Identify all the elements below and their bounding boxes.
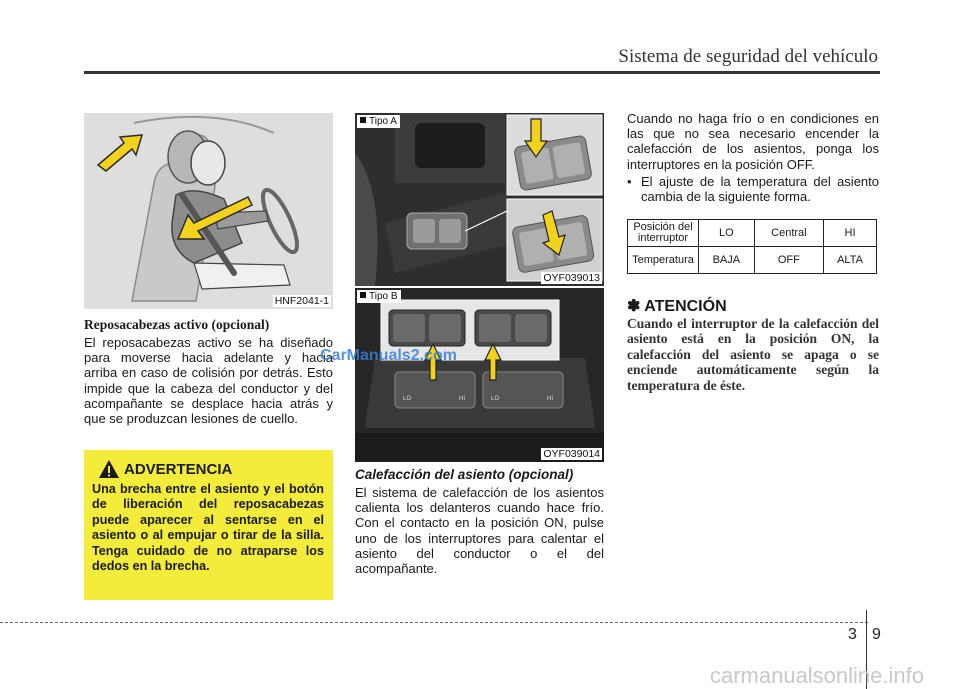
table-cell: OFF [754,247,823,274]
temperature-table [627,219,877,274]
temperature-bullet [627,174,879,204]
page-number: 9 [872,626,881,643]
tipo-b-hi-label-2: HI [547,396,553,402]
footer-watermark: carmanualsonline.info [709,663,924,688]
warning-box [84,450,333,600]
warning-header [98,459,232,479]
tipo-a-tag: Tipo A [357,115,400,128]
table-cell: BAJA [699,247,755,274]
table-cell: Temperatura [628,247,699,274]
headrest-illustration [84,113,333,309]
attention-text: Cuando el interruptor de la calefacción del asiento está en la posición ON, la calefacción del asiento se apaga o se enciende automáticamente según la temperatura de éste. [627,316,879,393]
table-cell: HI [824,220,877,247]
header-rule [84,71,880,74]
tipo-a-code: OYF039013 [543,272,600,284]
page-header-title: Sistema de seguridad del vehículo [618,46,878,67]
bullet-dot: • [627,174,632,189]
seat-heater-tipo-a-figure [355,113,604,286]
seat-heater-heading: Calefacción del asiento (opcional) [355,467,574,482]
warning-text: Una brecha entre el asiento y el botón de liberación del reposacabezas puede aparecer al sentarse en el asiento o al empujar o tirar de la silla. Tenga cuidado de no atraparse los dedos en la brecha. [92,482,324,574]
watermark-text: CarManuals2.com [320,347,457,364]
table-cell: Posición del interruptor [628,220,699,247]
figure-code: HNF2041-1 [274,295,329,307]
seat-heater-paragraph: El sistema de calefacción de los asientos calienta los delanteros cuando hace frío. Con el contacto en la posición ON, pulse uno de los interruptores para calentar el asiento del conductor o el del acompañante. [355,485,604,577]
tipo-b-hi-label: HI [459,396,465,402]
table-cell: ALTA [824,247,877,274]
tipo-b-illustration [355,288,604,462]
tipo-b-lo-label: LO [403,396,412,402]
tipo-b-code: OYF039014 [543,448,600,460]
tipo-b-lo-label-2: LO [491,396,500,402]
tipo-b-tag: Tipo B [357,290,401,303]
seat-heater-tipo-b-figure [355,288,604,462]
table-cell: Central [754,220,823,247]
tipo-a-illustration [355,113,604,286]
page-section-number: 3 [848,626,857,643]
footer-dashed-line [0,622,868,623]
warning-title: ADVERTENCIA [124,460,233,478]
headrest-figure [84,113,333,309]
table-cell: LO [699,220,755,247]
attention-title: ✽ ATENCIÓN [627,298,727,315]
headrest-heading: Reposacabezas activo (opcional) [84,317,270,332]
table-row [628,247,877,274]
headrest-paragraph: El reposacabezas activo se ha diseñado para moverse hacia adelante y hacia arriba en caso de colisión por detrás. Esto impide que la cabeza del conductor y del acompañante se desplace hacia atrás y que se produzcan lesiones de cuello. [84,335,333,427]
off-paragraph: Cuando no haga frío o en condiciones en las que no sea necesario encender la calefacción de los asientos, ponga los interruptores en la posición OFF. [627,111,879,172]
bullet-text: El ajuste de la temperatura del asiento cambia de la siguiente forma. [641,174,879,205]
warning-triangle-icon [98,459,120,479]
table-row [628,220,877,247]
